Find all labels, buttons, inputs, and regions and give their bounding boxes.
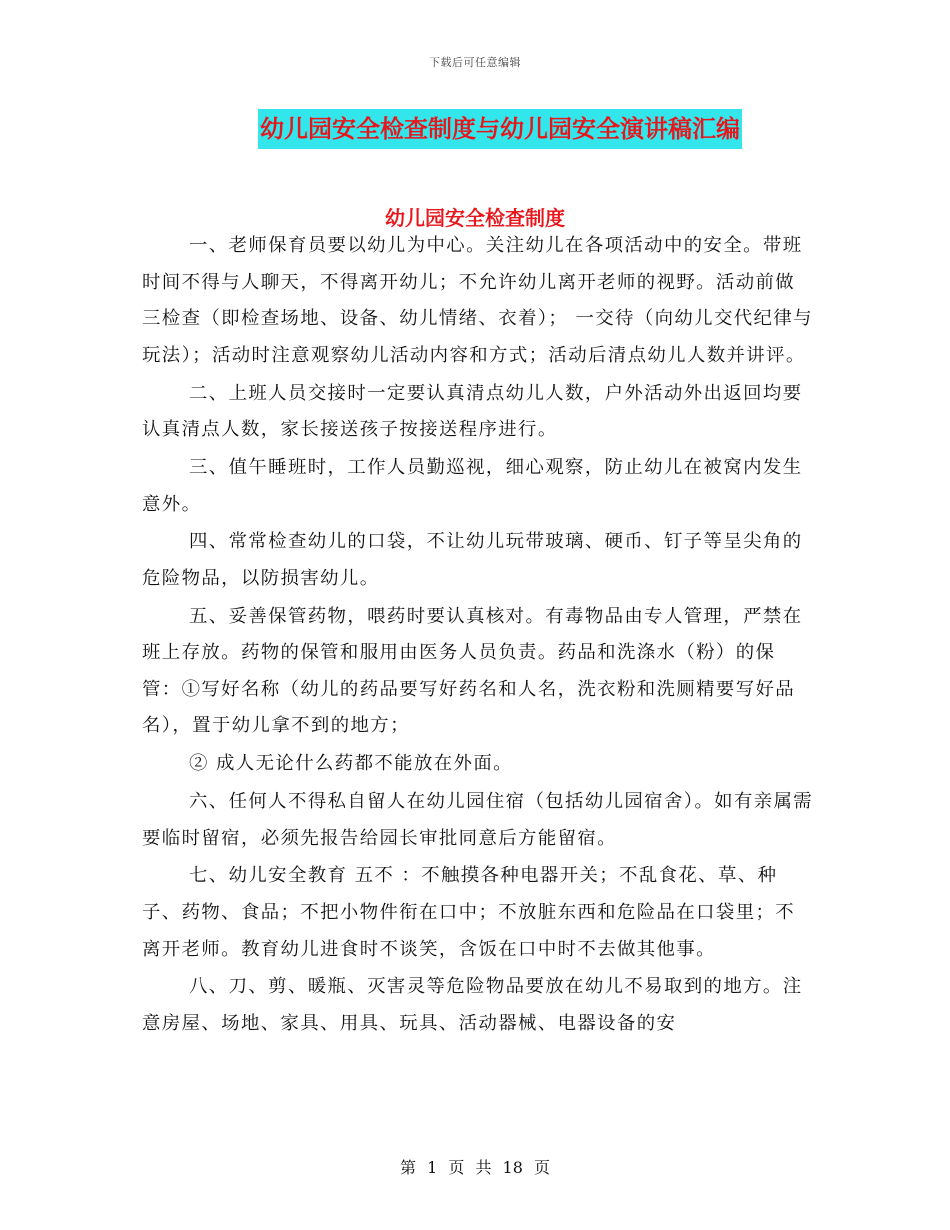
document-title: 幼儿园安全检查制度与幼儿园安全演讲稿汇编 [258,109,742,149]
paragraph-5: 五、妥善保管药物，喂药时要认真核对。有毒物品由专人管理，严禁在班上存放。药物的保管和服用由医务人员负责。药品和洗涤水（粉）的保管：①写好名称（幼儿的药品要写好药名和人名，洗衣粉和洗厕精要写好品名），置于幼儿拿不到的地方； [142,605,803,737]
paragraph-8: 八、刀、剪、暖瓶、灭害灵等危险物品要放在幼儿不易取到的地方。注意房屋、场地、家具、用具、玩具、活动器械、电器设备的安 [142,976,803,1034]
page-header-note: 下载后可任意编辑 [429,56,521,69]
paragraph-5-note: ② 成人无论什么药都不能放在外面。 [189,753,513,775]
section-title: 幼儿园安全检查制度 [385,206,565,230]
paragraph-1: 一、老师保育员要以幼儿为中心。关注幼儿在各项活动中的安全。带班时间不得与人聊天，不得离开幼儿；不允许幼儿离开老师的视野。活动前做 三检查（即检查场地、设备、幼儿情绪、衣着）； 一交待（向幼儿交代纪律与玩法）；活动时注意观察幼儿活动内容和方式；活动后清点幼儿人数并讲评。 [142,235,813,366]
title-container [0,109,950,149]
paragraph-6: 六、任何人不得私自留人在幼儿园住宿（包括幼儿园宿舍）。如有亲属需要临时留宿，必须先报告给园长审批同意后方能留宿。 [142,791,814,849]
page-footer: 第 1 页 共 18 页 [400,1158,550,1177]
document-body [142,228,814,1044]
paragraph-2: 二、上班人员交接时一定要认真清点幼儿人数，户外活动外出返回均要认真清点人数，家长接送孩子按接送程序进行。 [142,382,803,441]
paragraph-3: 三、值午睡班时，工作人员勤巡视，细心观察，防止幼儿在被窝内发生意外。 [142,456,803,515]
paragraph-7: 七、幼儿安全教育 五不 ：不触摸各种电器开关；不乱食花、草、种子、药物、食品；不把小物件衔在口中；不放脏东西和危险品在口袋里；不离开老师。教育幼儿进食时不谈笑，含饭在口中时不去做其他事。 [142,865,796,960]
paragraph-4: 四、常常检查幼儿的口袋，不让幼儿玩带玻璃、硬币、钉子等呈尖角的危险物品，以防损害幼儿。 [142,531,803,589]
